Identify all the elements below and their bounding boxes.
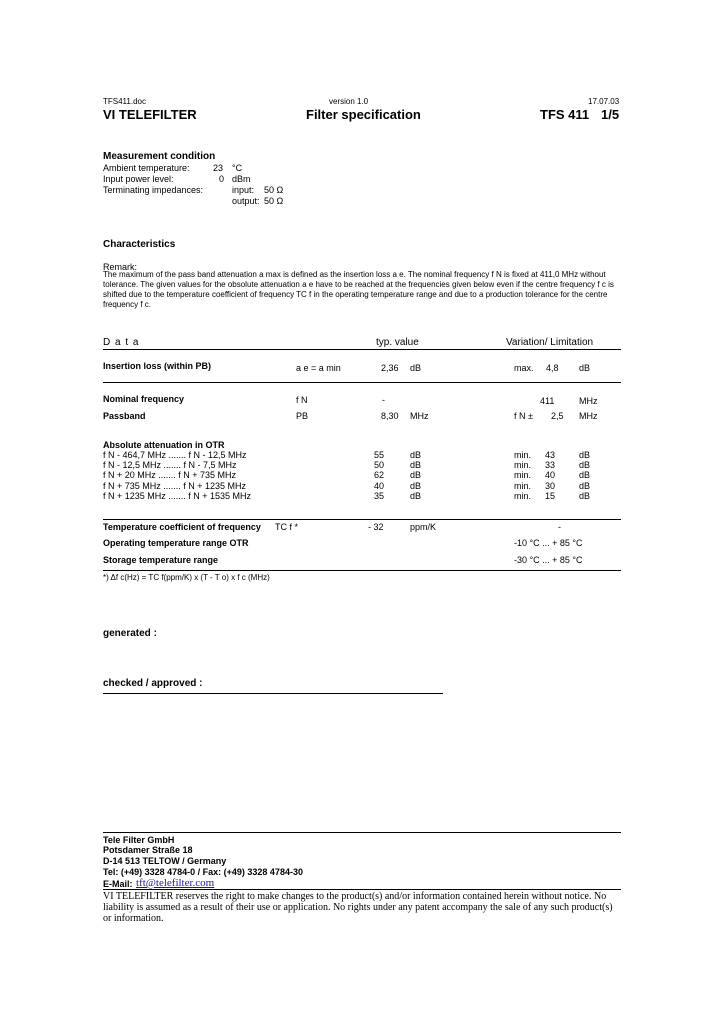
- table-header-rule: [103, 349, 621, 350]
- abs-typ-unit: dB: [410, 450, 422, 460]
- footer-rule: [103, 832, 621, 833]
- footer-email-link[interactable]: tft@telefilter.com: [136, 877, 215, 889]
- abs-range: f N + 735 MHz ....... f N + 1235 MHz: [103, 480, 247, 491]
- abs-lim-unit: dB: [579, 470, 591, 481]
- storage-label: Storage temperature range: [103, 555, 219, 565]
- passband-lim-prefix: f N ±: [514, 411, 533, 421]
- footnote: *) Δf c(Hz) = TC f(ppm/K) x (T - T o) x f c (MHz): [103, 573, 270, 582]
- abs-typ-value: 40: [374, 480, 385, 491]
- abs-lim-unit: dB: [579, 490, 591, 501]
- abs-typ-value: 62: [374, 470, 385, 481]
- abs-lim-unit: dB: [579, 450, 591, 460]
- insertion-loss-unit: dB: [410, 363, 422, 373]
- abs-lim-value: 40: [545, 470, 556, 481]
- characteristics-heading: Characteristics: [103, 239, 176, 250]
- footer-phone-fax: Tel: (+49) 3328 4784-0 / Fax: (+49) 3328 4784-30: [103, 867, 303, 877]
- document-title: Filter specification: [306, 107, 421, 122]
- date-label: 17.07.03: [588, 97, 620, 106]
- abs-range: f N + 1235 MHz ....... f N + 1535 MHz: [103, 490, 252, 501]
- absolute-attenuation-heading: Absolute attenuation in OTR: [103, 440, 225, 450]
- tc-lim: -: [558, 522, 561, 532]
- ambient-unit: °C: [232, 163, 243, 173]
- abs-lim-unit: dB: [579, 460, 591, 471]
- ambient-label: Ambient temperature:: [103, 163, 190, 173]
- nominal-frequency-lim-unit: MHz: [579, 396, 598, 406]
- tc-value: - 32: [368, 522, 384, 532]
- abs-lim-prefix: min.: [514, 460, 532, 471]
- remark-label: Remark:: [103, 262, 138, 272]
- abs-range: f N - 12,5 MHz ....... f N - 7,5 MHz: [103, 460, 237, 471]
- passband-lim-value: 2,5: [551, 411, 564, 421]
- insertion-loss-label: Insertion loss (within PB): [103, 361, 212, 371]
- nominal-frequency-symbol: f N: [296, 395, 308, 405]
- abs-lim-prefix: min.: [514, 470, 532, 481]
- insertion-loss-symbol: a e = a min: [296, 363, 341, 373]
- row-rule: [103, 519, 621, 520]
- ambient-value: 23: [213, 163, 224, 173]
- row-rule: [103, 570, 621, 571]
- abs-typ-unit: dB: [410, 480, 422, 491]
- abs-typ-unit: dB: [410, 460, 422, 471]
- impedance-output-label: output:: [232, 196, 260, 206]
- insertion-loss-lim-prefix: max.: [514, 363, 534, 373]
- otr-label: Operating temperature range OTR: [103, 538, 249, 548]
- passband-value: 8,30: [381, 411, 399, 421]
- measurement-heading: Measurement condition: [103, 151, 216, 162]
- abs-typ-value: 50: [374, 460, 385, 471]
- page-number: 1/5: [601, 107, 620, 122]
- passband-unit: MHz: [410, 411, 429, 421]
- generated-label: generated :: [103, 628, 157, 639]
- footer-email-label: E-Mail:: [103, 879, 133, 889]
- signature-line: [103, 693, 443, 694]
- nominal-frequency-lim-value: 411: [540, 396, 555, 406]
- impedance-label: Terminating impedances:: [103, 185, 204, 195]
- abs-lim-value: 30: [545, 480, 556, 491]
- tc-unit: ppm/K: [410, 522, 437, 532]
- impedance-input-label: input:: [232, 185, 255, 195]
- power-label: Input power level:: [103, 174, 174, 184]
- remark-text: The maximum of the pass band attenuation a max is defined as the insertion loss a e. The nominal frequency f N is fixed at 411,0 MHz without tolerance. The given values for the obsolute attenuation a e have to be reached at the frequencies given below even if the centre frequency f c is shifted due to the temperature coefficient of frequency TC f in the operating temperature range and due to a production tolerance for the centre frequency f c.: [103, 270, 614, 309]
- column-variation: Variation/ Limitation: [506, 337, 594, 348]
- footer-disclaimer: VI TELEFILTER reserves the right to make changes to the product(s) and/or information contained herein without notice. No liability is assumed as a result of their use or application. No rights under any patent accompany the sale of any such product(s) or information.: [103, 891, 613, 924]
- column-data: D a t a: [103, 337, 140, 348]
- checked-approved-label: checked / approved :: [103, 678, 203, 689]
- abs-lim-value: 33: [545, 460, 556, 471]
- insertion-loss-value: 2,36: [381, 363, 399, 373]
- insertion-loss-lim-value: 4,8: [546, 363, 559, 373]
- power-value: 0: [219, 174, 225, 184]
- nominal-frequency-value: -: [382, 395, 385, 405]
- passband-symbol: PB: [296, 411, 309, 421]
- abs-range: f N - 464,7 MHz ....... f N - 12,5 MHz: [103, 450, 247, 460]
- abs-typ-unit: dB: [410, 470, 422, 481]
- abs-lim-prefix: min.: [514, 480, 532, 491]
- abs-typ-value: 55: [374, 450, 385, 460]
- footer-rule-2: [103, 889, 621, 890]
- company-name: VI TELEFILTER: [103, 107, 197, 122]
- abs-typ-value: 35: [374, 490, 385, 501]
- footer-street: Potsdamer Straße 18: [103, 845, 193, 855]
- passband-lim-unit: MHz: [579, 411, 598, 421]
- passband-label: Passband: [103, 411, 146, 421]
- otr-limit: -10 °C ... + 85 °C: [514, 538, 583, 548]
- abs-lim-prefix: min.: [514, 490, 532, 501]
- abs-range: f N + 20 MHz ....... f N + 735 MHz: [103, 470, 237, 481]
- abs-lim-unit: dB: [579, 480, 591, 491]
- power-unit: dBm: [232, 174, 251, 184]
- row-rule: [103, 382, 621, 383]
- part-number: TFS 411: [540, 107, 590, 122]
- insertion-loss-lim-unit: dB: [579, 363, 591, 373]
- file-name: TFS411.doc: [103, 97, 146, 106]
- footer-company: Tele Filter GmbH: [103, 835, 175, 845]
- abs-lim-prefix: min.: [514, 450, 532, 460]
- nominal-frequency-label: Nominal frequency: [103, 394, 185, 404]
- storage-limit: -30 °C ... + 85 °C: [514, 555, 583, 565]
- footer-city: D-14 513 TELTOW / Germany: [103, 856, 227, 866]
- tc-label: Temperature coefficient of frequency: [103, 522, 261, 532]
- column-typ-value: typ. value: [376, 337, 419, 348]
- impedance-input-value: 50 Ω: [264, 185, 284, 195]
- impedance-output-value: 50 Ω: [264, 196, 284, 206]
- abs-lim-value: 15: [545, 490, 556, 501]
- abs-typ-unit: dB: [410, 490, 422, 501]
- version-label: version 1.0: [329, 97, 369, 106]
- abs-lim-value: 43: [545, 450, 556, 460]
- tc-symbol: TC f *: [275, 522, 299, 532]
